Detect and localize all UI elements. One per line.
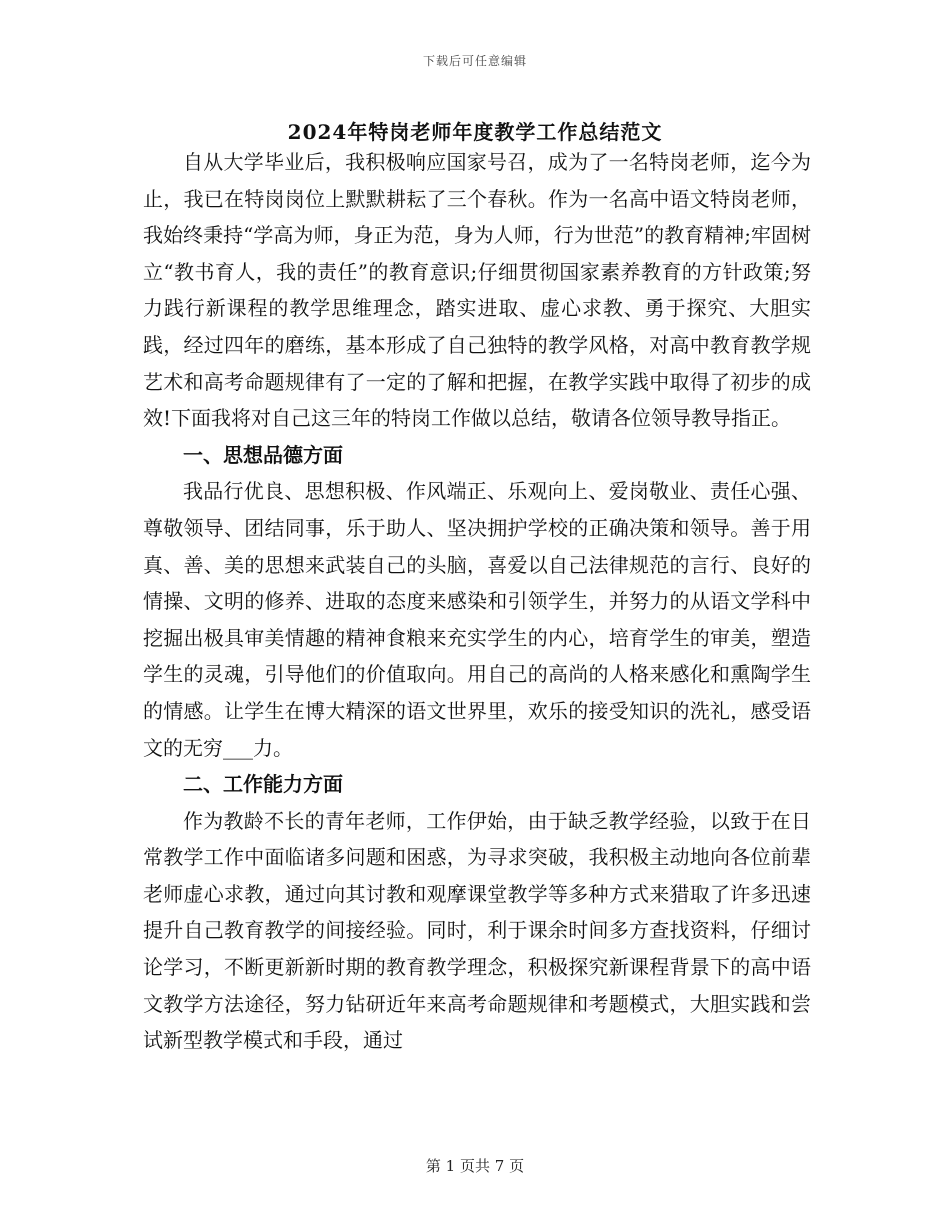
page-number-footer: 第 1 页共 7 页 bbox=[425, 1157, 525, 1175]
intro-paragraph: 自从大学毕业后，我积极响应国家号召，成为了一名特岗老师，迄今为止，我已在特岗岗位上默默耕耘了三个春秋。作为一名高中语文特岗老师，我始终秉持“学高为师，身正为范，身为人师，行为世范”的教育精神;牢固树立“教书育人，我的责任”的教育意识;仔细贯彻国家素养教育的方针政策;努力践行新课程的教学思维理念，踏实进取、虚心求教、勇于探究、大胆实践，经过四年的磨练，基本形成了自己独特的教学风格，对高中教育教学规艺术和高考命题规律有了一定的了解和把握，在教学实践中取得了初步的成效!下面我将对自己这三年的特岗工作做以总结，敬请各位领导教导指正。 bbox=[143, 150, 811, 431]
document-title: 2024年特岗老师年度教学工作总结范文 bbox=[287, 120, 663, 144]
section-heading-ability: 二、工作能力方面 bbox=[183, 772, 343, 797]
section-paragraph-ideology: 我品行优良、思想积极、作风端正、乐观向上、爱岗敬业、责任心强、尊敬领导、团结同事，乐于助人、坚决拥护学校的正确决策和领导。善于用真、善、美的思想来武装自己的头脑，喜爱以自己法律规范的言行、良好的情操、文明的修养、进取的态度来感染和引领学生，并努力的从语文学科中挖掘出极具审美情趣的精神食粮来充实学生的内心，培育学生的审美，塑造学生的灵魂，引导他们的价值取向。用自己的高尚的人格来感化和熏陶学生的情感。让学生在博大精深的语文世界里，欢乐的接受知识的洗礼，感受语文的无穷___力。 bbox=[143, 479, 811, 760]
header-note: 下载后可任意编辑 bbox=[422, 54, 527, 68]
document-body bbox=[143, 144, 811, 1059]
section-heading-ideology: 一、思想品德方面 bbox=[183, 442, 343, 467]
section-paragraph-ability: 作为教龄不长的青年老师，工作伊始，由于缺乏教学经验，以致于在日常教学工作中面临诸多问题和困惑，为寻求突破，我积极主动地向各位前辈老师虚心求教，通过向其讨教和观摩课堂教学等多种方式来猎取了许多迅速提升自己教育教学的间接经验。同时，利于课余时间多方查找资料，仔细讨论学习，不断更新新时期的教育教学理念，积极探究新课程背景下的高中语文教学方法途径，努力钻研近年来高考命题规律和考题模式，大胆实践和尝试新型教学模式和手段，通过 bbox=[143, 808, 811, 1053]
